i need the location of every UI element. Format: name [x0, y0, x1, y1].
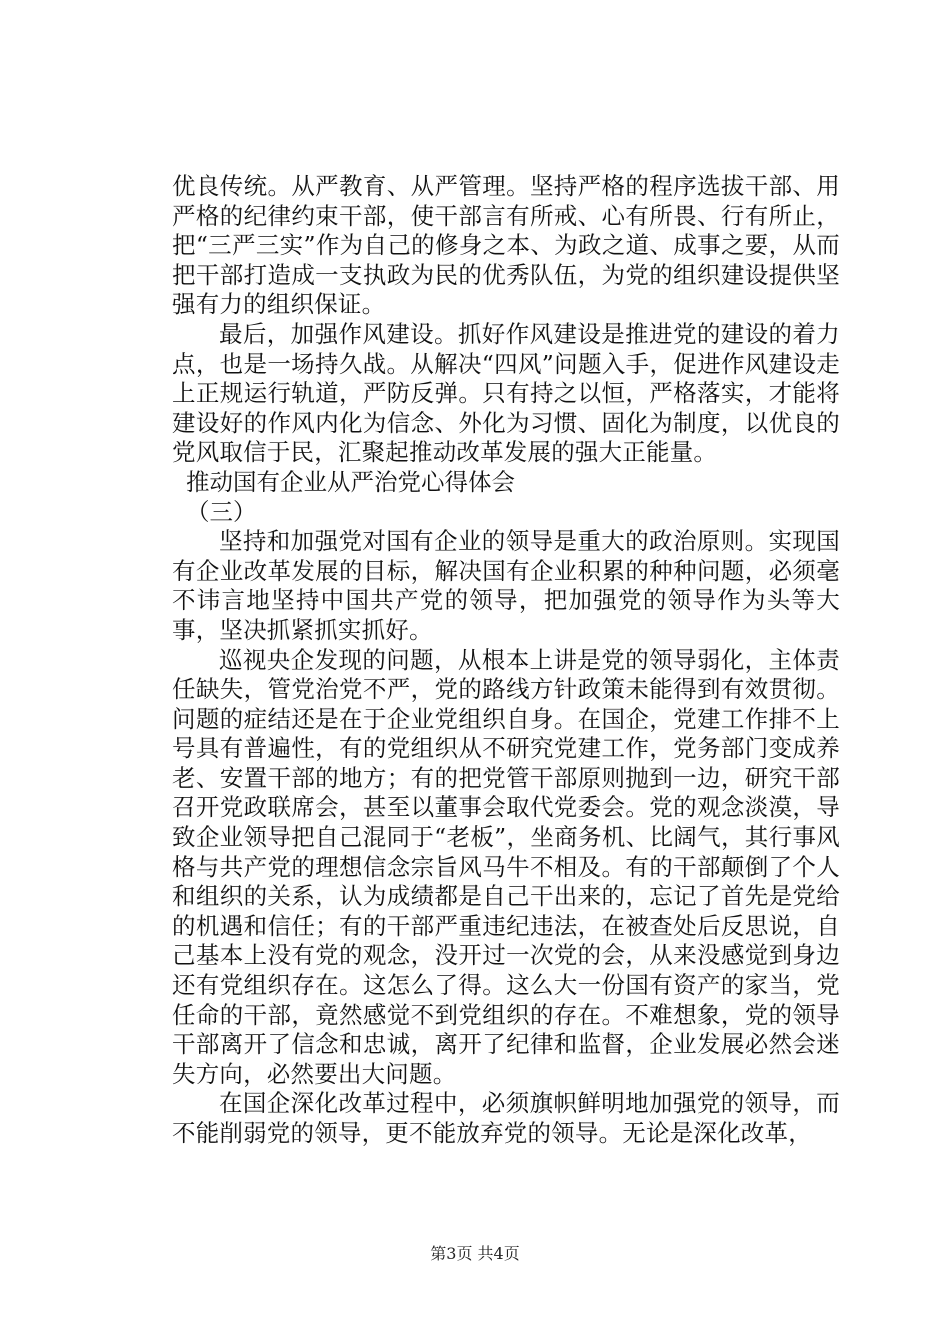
paragraph-party-leadership: 坚持和加强党对国有企业的领导是重大的政治原则。实现国有企业改革发展的目标，解决国有企业积累的种种问题，必须毫不讳言地坚持中国共产党的领导，把加强党的领导作为头等大事，坚决抓紧抓实抓好。 [172, 527, 840, 644]
paragraph-style-building: 最后，加强作风建设。抓好作风建设是推进党的建设的着力点，也是一场持久战。从解决“四风”问题入手，促进作风建设走上正规运行轨道，严防反弹。只有持之以恒，严格落实，才能将建设好的作风内化为信念、外化为习惯、固化为制度，以优良的党风取信于民，汇聚起推动改革发展的强大正能量。 [172, 319, 840, 467]
document-body [172, 172, 840, 1149]
paragraph-inspection-issues: 巡视央企发现的问题，从根本上讲是党的领导弱化，主体责任缺失，管党治党不严，党的路线方针政策未能得到有效贯彻。问题的症结还是在于企业党组织自身。在国企，党建工作排不上号具有普遍性，有的党组织从不研究党建工作，党务部门变成养老、安置干部的地方；有的把党管干部原则抛到一边，研究干部召开党政联席会，甚至以董事会取代党委会。党的观念淡漠，导致企业领导把自己混同于“老板”，坐商务机、比阔气，其行事风格与共产党的理想信念宗旨风马牛不相及。有的干部颠倒了个人和组织的关系，认为成绩都是自己干出来的，忘记了首先是党给的机遇和信任；有的干部严重违纪违法，在被查处后反思说，自己基本上没有党的观念，没开过一次党的会，从来没感觉到身边还有党组织存在。这怎么了得。这么大一份国有资产的家当，党任命的干部，竟然感觉不到党组织的存在。不难想象，党的领导干部离开了信念和忠诚，离开了纪律和监督，企业发展必然会迷失方向，必然要出大问题。 [172, 645, 840, 1088]
paragraph-deepening-reform: 在国企深化改革过程中，必须旗帜鲜明地加强党的领导，而不能削弱党的领导，更不能放弃党的领导。无论是深化改革， [172, 1089, 840, 1147]
section-title: 推动国有企业从严治党心得体会 [186, 467, 515, 496]
paragraph-continued: 优良传统。从严教育、从严管理。坚持严格的程序选拔干部、用严格的纪律约束干部，使干部言有所戒、心有所畏、行有所止，把“三严三实”作为自己的修身之本、为政之道、成事之要，从而把干部打造成一支执政为民的优秀队伍，为党的组织建设提供坚强有力的组织保证。 [172, 172, 840, 319]
page-footer: 第3页 共4页 [430, 1244, 520, 1263]
section-number: （三） [186, 497, 257, 526]
